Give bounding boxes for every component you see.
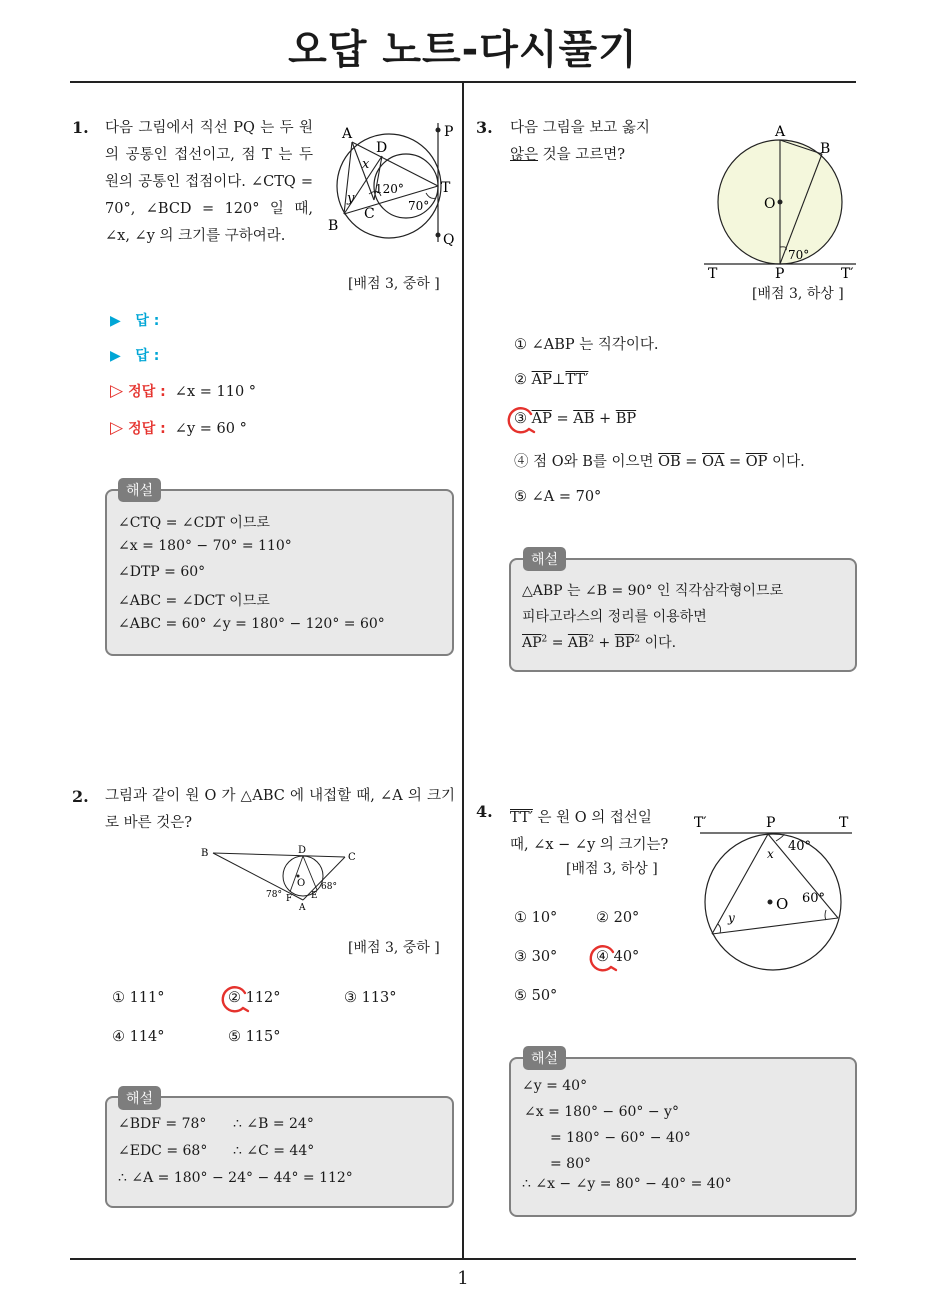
q3-choice-2-ap: $\overline{AP}$ [531,372,552,388]
q3-solution-ab: $\overline{AB}$ [567,635,589,651]
q4-choice-5[interactable]: ⑤ 50° [514,988,558,1004]
q1-score: [배점 3, 중하 ] [348,276,440,292]
q2-solution-tag: 해설 [118,1086,161,1110]
q1-correct-row-2 [110,418,247,438]
q1-fig-label-p: P [444,124,454,140]
q2-solution-line: ∠EDC = 68° [118,1143,208,1159]
q3-choice-4-prefix: ④ 점 O와 B를 이으면 [514,454,659,470]
q3-fig-label-b: B [820,141,831,157]
q3-choice-3-prefix: ③ [514,411,532,427]
q4-fig-label-y: y [728,911,735,925]
q4-solution-tag: 해설 [523,1046,566,1070]
q3-text-line-1: 다음 그림을 보고 옳지 [510,120,650,136]
q4-fig-label-o: O [776,895,789,913]
q4-solution-line: ∠x = 180° − 60° − y° [524,1104,679,1120]
q3-fig-label-t2: T′ [841,266,854,282]
q3-solution-ap: $\overline{AP}$ [522,635,542,651]
q2-fig-label-d: D [298,845,307,856]
q3-choice-3-ap: $\overline{AP}$ [531,411,552,427]
q3-choice-1[interactable]: ① ∠ABP 는 직각이다. [514,337,659,353]
q1-text: 다음 그림에서 직선 PQ 는 두 원의 공통인 접선이고, 점 T 는 두 원의 공통인 접점이다. ∠CTQ = 70°, ∠BCD = 120° 일 때, ∠x, ∠y 의 크기를 구하여라. [105,120,313,244]
q2-fig-label-b: B [201,848,209,859]
q1-solution-line: ∠DTP = 60° [118,564,206,580]
q2-fig-label-f: F [286,894,293,904]
q1-answer-row-2 [110,345,159,365]
q4-fig-label-40: 40° [788,839,812,854]
q1-correct-value-2: ∠y = 60 ° [174,421,247,437]
q3-figure [700,122,860,284]
q4-figure [688,812,858,974]
q1-fig-label-70: 70° [408,199,430,213]
q1-figure [322,118,462,250]
q1-fig-label-120: 120° [375,182,404,196]
q4-fig-label-p: P [766,815,776,831]
q3-choice-4-eq1: = [680,454,703,470]
q1-solution-tag: 해설 [118,478,161,502]
q1-fig-label-a: A [342,126,353,142]
q1-correct-label-2: 정답 : [128,421,166,437]
q1-fig-label-y: y [347,191,355,206]
q4-choice-2[interactable]: ② 20° [596,910,640,926]
q3-solution-suffix: 이다. [640,635,677,651]
q3-choice-3-ab: $\overline{AB}$ [573,411,595,427]
q2-choice-1[interactable]: ① 111° [112,990,165,1006]
q2-solution-line: ∠BDF = 78° [118,1116,207,1132]
q3-choice-2-tt: TT′ [565,372,589,388]
q4-text-line-2: 때, ∠x − ∠y 의 크기는? [510,837,669,853]
q1-fig-label-c: C [364,206,375,222]
q3-choice-3-bp: $\overline{BP}$ [615,411,637,427]
q4-fig-label-60: 60° [802,891,826,906]
q2-fig-label-a: A [299,903,306,912]
q4-text-line-1 [510,805,652,832]
q3-solution-line [522,632,676,652]
q2-figure [195,840,370,912]
q1-answer-arrow-1: ▶ [110,313,121,329]
q4-choice-3[interactable]: ③ 30° [514,949,558,965]
q2-number: 2. [72,787,89,806]
q2-fig-label-o: O [297,878,306,889]
q3-number: 3. [476,118,493,137]
q4-fig-label-t: T [839,815,849,831]
q1-answer-row-1 [110,310,159,330]
q1-solution-line: ∠CTQ = ∠CDT 이므로 [118,515,270,531]
q3-choice-2-perp: ⊥ [551,372,566,388]
q3-fig-label-o: O [764,196,776,212]
q1-number: 1. [72,118,89,137]
q2-fig-label-c: C [348,852,356,863]
q4-solution-line: ∠y = 40° [522,1078,588,1094]
q3-choice-4-op: $\overline{OP}$ [745,454,768,470]
q3-fig-label-70: 70° [788,248,810,262]
q4-fig-label-t2: T′ [694,815,707,831]
page-number: 1 [457,1268,469,1289]
q3-choice-3-plus: + [594,411,616,427]
q2-solution-line: ∴ ∠C = 44° [233,1143,315,1159]
column-divider [462,83,464,1259]
q3-fig-label-a: A [775,124,786,140]
q4-fig-label-x: x [767,847,774,861]
q4-choice-1[interactable]: ① 10° [514,910,558,926]
q2-choice-3[interactable]: ③ 113° [344,990,397,1006]
q3-choice-4-oa: $\overline{OA}$ [702,454,725,470]
q2-choice-4[interactable]: ④ 114° [112,1029,165,1045]
q3-score: [배점 3, 하상 ] [752,286,844,302]
q1-fig-label-b: B [328,218,339,234]
q4-tt: TT′ [510,810,533,826]
q4-solution-line: = 180° − 60° − 40° [550,1130,691,1146]
q2-choice-5[interactable]: ⑤ 115° [228,1029,281,1045]
q3-choice-4[interactable] [514,450,805,471]
q1-fig-label-x: x [362,157,370,172]
q2-choice-2[interactable]: ② 112° [228,990,281,1006]
q2-score: [배점 3, 중하 ] [348,940,440,956]
q3-solution-bp: $\overline{BP}$ [614,635,635,651]
q3-solution-line: 피타고라스의 정리를 이용하면 [522,609,707,625]
q3-text-rest: 것을 고르면? [538,147,626,163]
q3-fig-label-t: T [708,266,718,282]
q1-fig-label-q: Q [443,232,455,248]
q3-choice-4-suffix: 이다. [767,454,805,470]
q2-answer-mark-icon [219,983,251,1015]
page-title: 오답 노트-다시풀기 [288,27,638,73]
q3-solution-line: △ABP 는 ∠B = 90° 인 직각삼각형이므로 [522,583,784,599]
q4-score: [배점 3, 하상 ] [566,861,658,877]
q1-correct-row-1 [110,381,256,401]
q2-fig-label-e: E [311,891,318,901]
q3-fig-label-p: P [775,266,785,282]
q3-solution-sup: 2 [541,634,548,645]
q2-solution-line: ∴ ∠A = 180° − 24° − 44° = 112° [118,1170,353,1186]
q3-choice-2[interactable] [514,372,588,388]
q1-correct-arrow-1: ▷ [110,381,124,401]
q1-solution-line: ∠ABC = 60° ∠y = 180° − 120° = 60° [118,616,385,632]
q3-solution-sup: 2 [634,634,641,645]
q1-answer-arrow-2: ▶ [110,348,121,364]
q4-solution-line: ∴ ∠x − ∠y = 80° − 40° = 40° [522,1176,732,1192]
bottom-rule [70,1258,856,1260]
q3-choice-2-prefix: ② [514,372,532,388]
q3-choice-3-eq: = [551,411,574,427]
q1-fig-label-t: T [441,180,451,196]
q3-choice-4-ob: $\overline{OB}$ [658,454,681,470]
q4-text-a: 은 원 O 의 접선일 [532,810,652,826]
q1-solution-line: ∠x = 180° − 70° = 110° [118,538,292,554]
q1-correct-label-1: 정답 : [128,384,166,400]
q4-answer-mark-icon [587,942,619,974]
q4-number: 4. [476,802,493,821]
q3-solution-plus: + [594,635,615,651]
q3-text-underlined: 않은 [510,147,539,163]
q1-correct-value-1: ∠x = 110 ° [174,384,257,400]
q3-choice-4-eq2: = [724,454,746,470]
q3-answer-mark-icon [505,404,537,436]
q2-text: 그림과 같이 원 O 가 △ABC 에 내접할 때, ∠A 의 크기로 바른 것은? [105,788,455,831]
q2-fig-label-78: 78° [266,890,282,900]
q2-fig-label-68: 68° [321,882,337,892]
q3-solution-sup: 2 [588,634,595,645]
q3-solution-eq: = [547,635,568,651]
q3-text-line-2 [510,142,625,169]
q3-choice-5[interactable]: ⑤ ∠A = 70° [514,489,602,505]
q4-solution-line: = 80° [550,1156,591,1172]
q1-answer-label-1: 답 : [135,313,160,329]
q3-solution-tag: 해설 [523,547,566,571]
q1-answer-label-2: 답 : [135,348,160,364]
q1-solution-line: ∠ABC = ∠DCT 이므로 [118,593,270,609]
q1-correct-arrow-2: ▷ [110,418,124,438]
q1-fig-label-d: D [376,140,388,156]
q4-choice-4[interactable]: ④ 40° [596,949,640,965]
q2-solution-line: ∴ ∠B = 24° [233,1116,314,1132]
